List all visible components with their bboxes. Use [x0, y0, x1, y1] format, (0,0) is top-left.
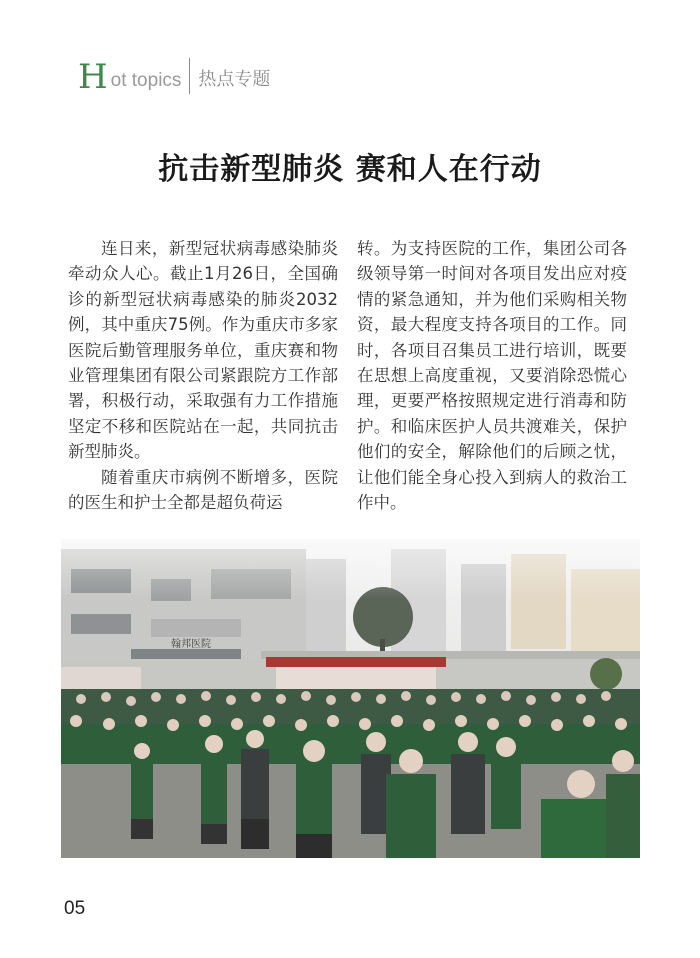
article-column-right [357, 236, 627, 515]
page-number: 05 [64, 898, 86, 919]
staff-assembly-photo [61, 539, 640, 858]
building-sign: 翰邦医院 [171, 639, 211, 650]
header-english-label: ot topics [110, 70, 182, 91]
paragraph-1: 连日来，新型冠状病毒感染肺炎牵动众人心。截止1月26日，全国确诊的新型冠状病毒感染的肺炎2032例，其中重庆75例。作为重庆市多家医院后勤管理服务单位，重庆赛和物业管理集团有限公司紧跟院方工作部署，积极行动，采取强有力工作措施坚定不移和医院站在一起，共同抗击新型肺炎。 [68, 239, 338, 462]
article-title: 抗击新型肺炎 赛和人在行动 [158, 152, 542, 187]
header-initial-letter: H [78, 57, 108, 97]
paragraph-3: 转。为支持医院的工作，集团公司各级领导第一时间对各项目发出应对疫情的紧急通知，并为他们采购相关物资，最大程度支持各项目的工作。同时，各项目召集员工进行培训，既要在思想上高度重视，又要消除恐慌心理，更要严格按照规定进行消毒和防护。和临床医护人员共渡难关，保护他们的安全，解除他们的后顾之忧，让他们能全身心投入到病人的救治工作中。 [357, 239, 627, 513]
header-chinese-label: 热点专题 [198, 69, 271, 90]
article-column-left [68, 236, 338, 515]
paragraph-2: 随着重庆市病例不断增多，医院的医生和护士全都是超负荷运 [68, 467, 338, 513]
header-divider [189, 58, 190, 94]
section-header [78, 57, 271, 97]
